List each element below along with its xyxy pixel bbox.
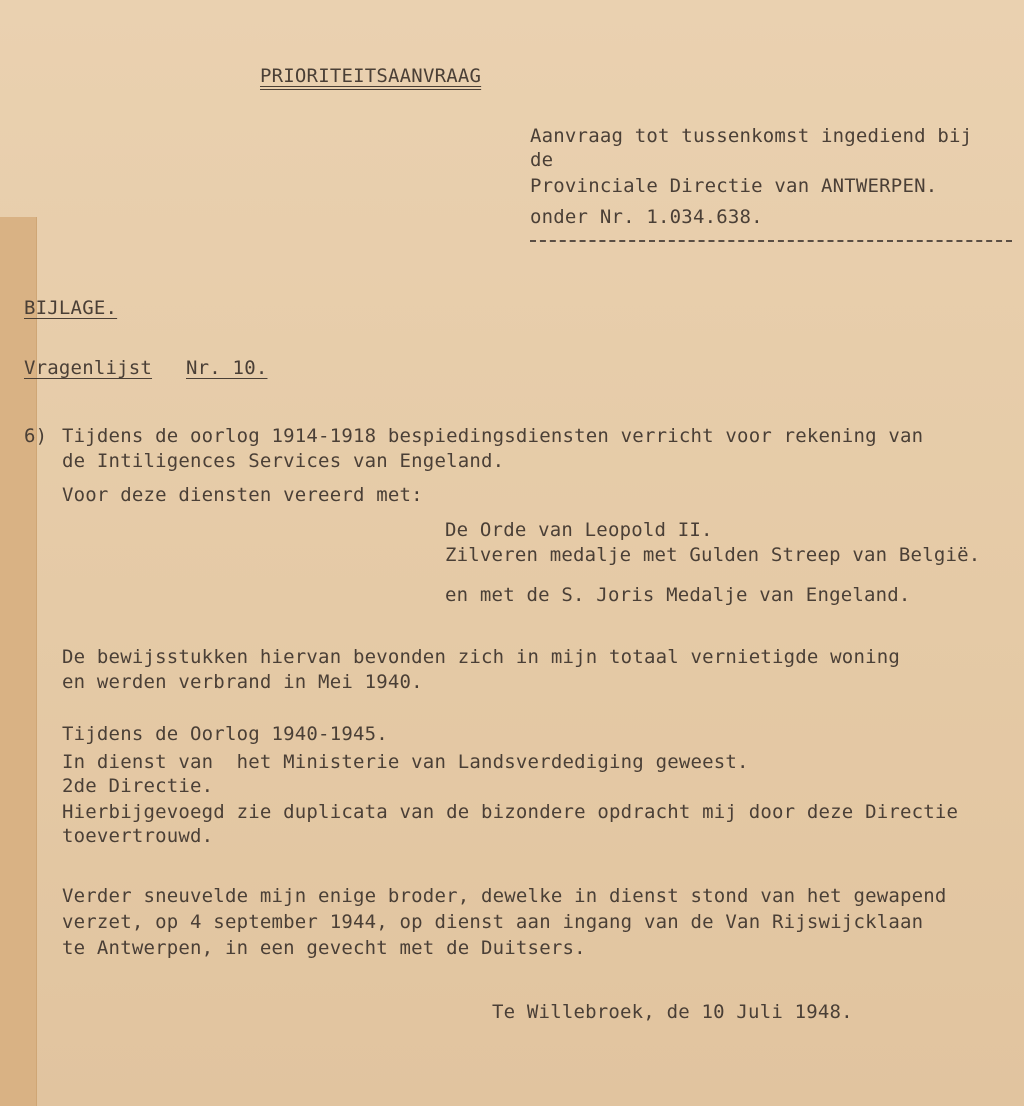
decoration-2: Zilveren medalje met Gulden Streep van België. xyxy=(445,544,981,566)
brother-line-3: te Antwerpen, in een gevecht met de Duitsers. xyxy=(62,937,586,959)
ww2-line-2: In dienst van het Ministerie van Landsverdediging geweest. xyxy=(62,751,749,773)
request-block-rule xyxy=(530,240,1012,242)
decoration-3: en met de S. Joris Medalje van Engeland. xyxy=(445,584,911,606)
place-and-date: Te Willebroek, de 10 Juli 1948. xyxy=(492,1001,853,1023)
proof-line-1: De bewijsstukken hiervan bevonden zich in mijn totaal vernietigde woning xyxy=(62,646,901,668)
scanned-page-edge xyxy=(0,217,37,1106)
item-6-line-2: de Intiligences Services van Engeland. xyxy=(62,450,505,472)
proof-line-2: en werden verbrand in Mei 1940. xyxy=(62,671,423,693)
decoration-1: De Orde van Leopold II. xyxy=(445,519,713,541)
brother-line-2: verzet, op 4 september 1944, op dienst aan ingang van de Van Rijswijcklaan xyxy=(62,911,924,933)
request-line-4: onder Nr. 1.034.638. xyxy=(530,206,763,228)
ww2-line-5: toevertrouwd. xyxy=(62,825,214,847)
request-line-1: Aanvraag tot tussenkomst ingediend bij xyxy=(530,125,973,147)
honored-intro: Voor deze diensten vereerd met: xyxy=(62,484,423,506)
brother-line-1: Verder sneuvelde mijn enige broder, dewelke in dienst stond van het gewapend xyxy=(62,885,947,907)
ww2-line-1: Tijdens de Oorlog 1940-1945. xyxy=(62,723,388,745)
item-6-marker: 6) xyxy=(24,425,48,447)
questionnaire-number: Nr. 10. xyxy=(186,357,268,379)
ww2-line-3: 2de Directie. xyxy=(62,775,214,797)
request-line-3: Provinciale Directie van ANTWERPEN. xyxy=(530,175,938,197)
item-6-line-1: Tijdens de oorlog 1914-1918 bespiedingsdiensten verricht voor rekening van xyxy=(62,425,924,447)
annex-label: BIJLAGE. xyxy=(24,297,118,319)
questionnaire-label: Vragenlijst xyxy=(24,357,153,379)
document-heading: PRIORITEITSAANVRAAG xyxy=(260,65,482,87)
request-line-2: de xyxy=(530,149,554,171)
ww2-line-4: Hierbijgevoegd zie duplicata van de bizondere opdracht mij door deze Directie xyxy=(62,801,959,823)
